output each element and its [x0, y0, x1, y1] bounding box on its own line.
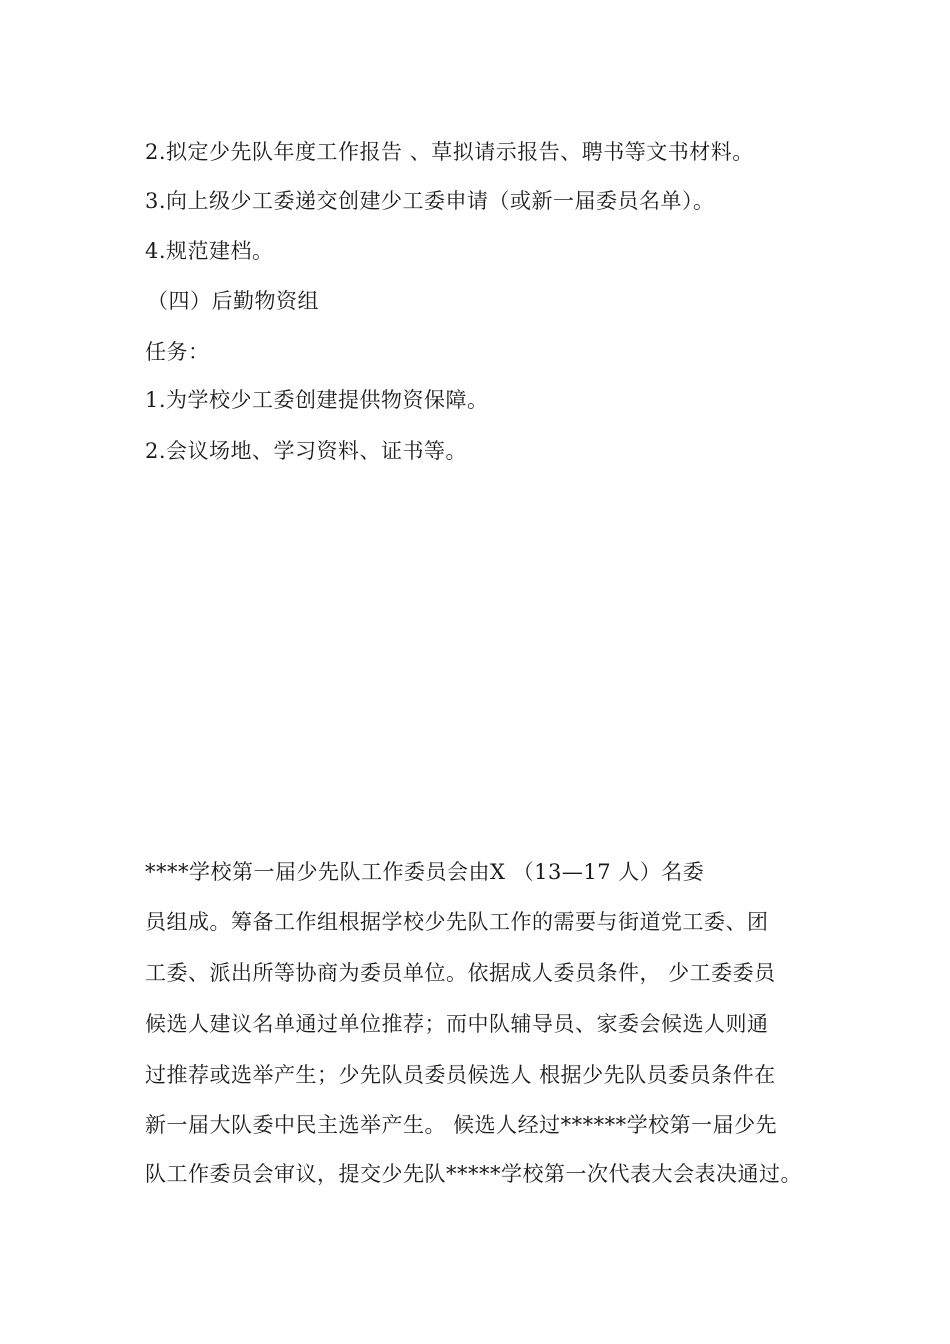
logistics-task-2: 2.会议场地、学习资料、证书等。	[145, 439, 468, 463]
paragraph-line: ****学校第一届少先队工作委员会由X （13—17 人）名委	[145, 860, 705, 884]
task-item-3: 3.向上级少工委递交创建少工委申请（或新一届委员名单）。	[145, 189, 715, 213]
paragraph-line: 员组成。筹备工作组根据学校少先队工作的需要与街道党工委、团	[145, 910, 769, 934]
paragraph-line: 过推荐或选举产生；少先队员委员候选人 根据少先队员委员条件在	[145, 1063, 776, 1087]
task-item-2: 2.拟定少先队年度工作报告 、草拟请示报告、聘书等文书材料。	[145, 140, 754, 164]
paragraph-line: 候选人建议名单通过单位推荐；而中队辅导员、家委会候选人则通	[145, 1012, 769, 1036]
task-item-4: 4.规范建档。	[145, 239, 274, 263]
tasks-label: 任务：	[145, 340, 210, 364]
logistics-task-1: 1.为学校少工委创建提供物资保障。	[145, 388, 489, 412]
paragraph-line: 工委、派出所等协商为委员单位。依据成人委员条件， 少工委委员	[145, 961, 776, 985]
section-heading-logistics: （四）后勤物资组	[147, 289, 319, 313]
paragraph-line: 队工作委员会审议，提交少先队*****学校第一次代表大会表决通过。	[145, 1162, 802, 1186]
paragraph-line: 新一届大队委中民主选举产生。 候选人经过******学校第一届少先	[145, 1113, 778, 1137]
